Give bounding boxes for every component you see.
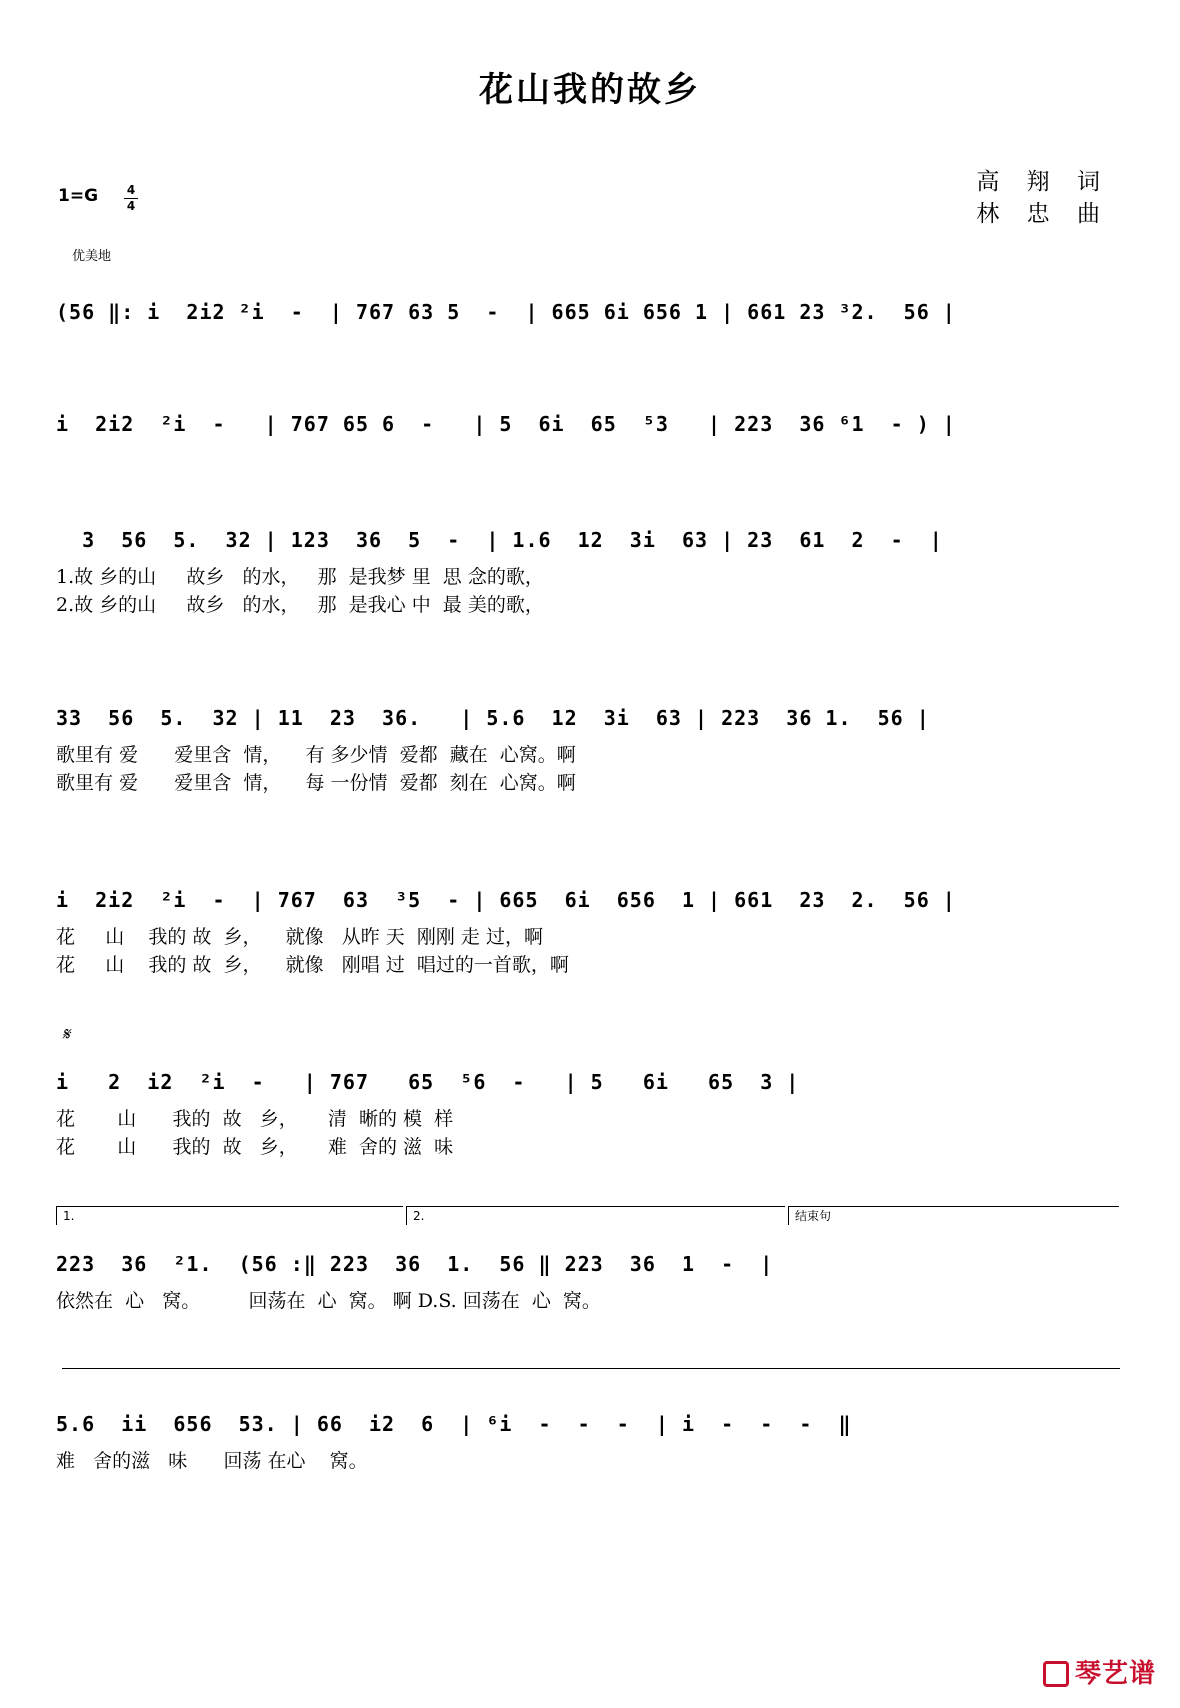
lyricist-credit: 高 翔 词 bbox=[976, 169, 1110, 195]
second-ending-label: 2. bbox=[413, 1209, 425, 1223]
coda-divider bbox=[62, 1368, 1120, 1369]
credits bbox=[976, 166, 1110, 230]
tempo-marking: 优美地 bbox=[72, 249, 112, 264]
lyric-verse-1: 难 舍的滋 味 回荡 在心 窝。 bbox=[56, 1450, 368, 1472]
watermark-logo bbox=[1043, 1653, 1156, 1690]
time-signature bbox=[124, 184, 138, 213]
system-row-8 bbox=[0, 1412, 1180, 1512]
segno-sign: 𝄋 bbox=[62, 1024, 70, 1045]
lyric-verse-2: 花 山 我的 故 乡， 就像 刚唱 过 唱过的一首歌，啊 bbox=[56, 954, 569, 976]
logo-icon bbox=[1043, 1661, 1069, 1687]
lyric-verse-2: 歌里有 爱 爱里含 情， 每 一份情 爱都 刻在 心窝。啊 bbox=[56, 772, 576, 794]
watermark-text: 琴艺谱 bbox=[1074, 1659, 1156, 1689]
notation-line: i 2i2 ²i - | 767 63 ³5 - | 665 6i 656 1 | 661 23 2. 56 | bbox=[56, 888, 956, 912]
lyric-verse-1: 依然在 心 窝。 回荡在 心 窝。 啊 D.S. 回荡在 心 窝。 bbox=[56, 1290, 601, 1312]
system-row-7 bbox=[0, 1252, 1180, 1352]
lyric-verse-1: 花 山 我的 故 乡， 就像 从昨 天 刚刚 走 过，啊 bbox=[56, 926, 543, 948]
notation-line: (56 ‖: i 2i2 ²i - | 767 63 5 - | 665 6i 656 1 | 661 23 ³2. 56 | bbox=[56, 300, 956, 324]
final-ending-bracket bbox=[788, 1206, 1119, 1225]
notation-line: i 2i2 ²i - | 767 65 6 - | 5 6i 65 ⁵3 | 223 36 ⁶1 - ) | bbox=[56, 412, 956, 436]
lyric-verse-2: 花 山 我的 故 乡， 难 舍的 滋 味 bbox=[56, 1136, 454, 1158]
first-ending-bracket bbox=[56, 1206, 403, 1225]
first-ending-label: 1. bbox=[63, 1209, 75, 1223]
lyric-verse-2: 2.故 乡的山 故乡 的水， 那 是我心 中 最 美的歌， bbox=[56, 594, 544, 616]
system-row-4 bbox=[0, 706, 1180, 806]
lyric-verse-1: 1.故 乡的山 故乡 的水， 那 是我梦 里 思 念的歌， bbox=[56, 566, 544, 588]
composer-credit: 林 忠 曲 bbox=[976, 201, 1110, 227]
system-row-3 bbox=[0, 528, 1180, 628]
key-signature: 1=G bbox=[58, 186, 99, 206]
time-signature-bottom: 4 bbox=[126, 199, 136, 213]
second-ending-bracket bbox=[406, 1206, 785, 1225]
time-signature-top: 4 bbox=[126, 183, 136, 197]
system-row-2 bbox=[0, 412, 1180, 512]
notation-line: 5.6 ii 656 53. | 66 i2 6 | ⁶i - - - | i - - - ‖ bbox=[56, 1412, 852, 1436]
notation-line: 3 56 5. 32 | 123 36 5 - | 1.6 12 3i 63 | 23 61 2 - | bbox=[56, 528, 943, 552]
notation-line: i 2 i2 ²i - | 767 65 ⁵6 - | 5 6i 65 3 | bbox=[56, 1070, 800, 1094]
lyric-verse-1: 歌里有 爱 爱里含 情， 有 多少情 爱都 藏在 心窝。啊 bbox=[56, 744, 576, 766]
final-ending-label: 结束句 bbox=[795, 1209, 832, 1223]
page-title: 花山我的故乡 bbox=[479, 70, 701, 110]
notation-line: 223 36 ²1. (56 :‖ 223 36 1. 56 ‖ 223 36 1 - | bbox=[56, 1252, 774, 1276]
notation-line: 33 56 5. 32 | 11 23 36. | 5.6 12 3i 63 | 223 36 1. 56 | bbox=[56, 706, 930, 730]
system-row-5 bbox=[0, 888, 1180, 988]
system-row-1 bbox=[0, 300, 1180, 400]
system-row-6 bbox=[0, 1070, 1180, 1170]
lyric-verse-1: 花 山 我的 故 乡， 清 晰的 模 样 bbox=[56, 1108, 454, 1130]
